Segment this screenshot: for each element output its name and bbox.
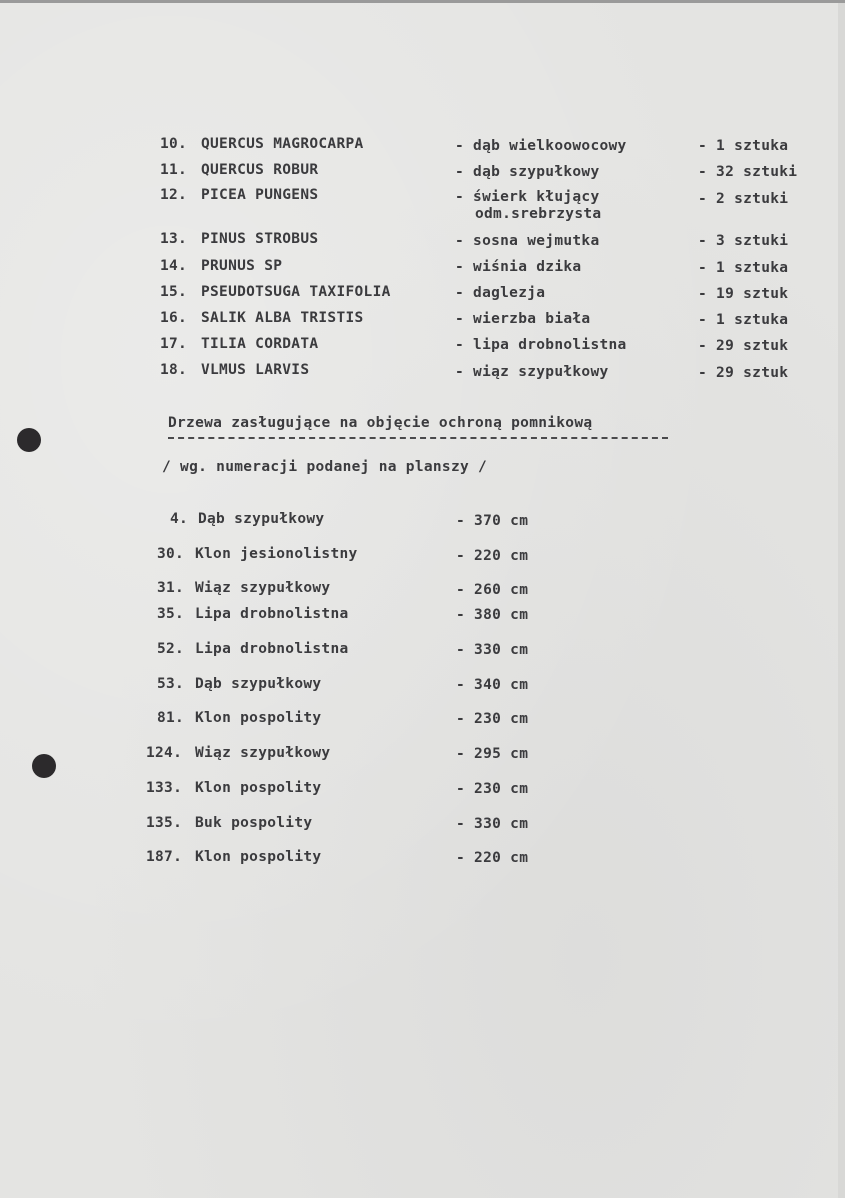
species-polish-line2: odm.srebrzysta <box>475 206 602 222</box>
species-num: 15. <box>160 284 188 300</box>
tree-num: 135. <box>146 815 183 831</box>
tree-name: Buk pospolity <box>195 815 313 831</box>
species-num: 17. <box>160 336 188 352</box>
species-count: - 19 sztuk <box>698 286 789 302</box>
tree-num: 4. <box>170 511 189 527</box>
tree-num: 31. <box>157 580 185 596</box>
species-count: - 32 sztuki <box>698 164 798 180</box>
page-edge <box>838 0 845 1198</box>
tree-size: - 295 cm <box>456 746 529 762</box>
tree-size: - 260 cm <box>456 582 529 598</box>
tree-num: 81. <box>157 710 185 726</box>
species-count: - 3 sztuki <box>698 233 789 249</box>
species-count: - 29 sztuk <box>698 338 789 354</box>
species-count: - 1 sztuka <box>698 312 789 328</box>
tree-name: Klon jesionolistny <box>195 546 358 562</box>
tree-size: - 340 cm <box>456 677 529 693</box>
tree-num: 35. <box>157 606 185 622</box>
species-num: 12. <box>160 187 188 203</box>
species-num: 13. <box>160 231 188 247</box>
section-heading: Drzewa zasługujące na objęcie ochroną pomnikową <box>168 415 593 431</box>
species-num: 16. <box>160 310 188 326</box>
species-polish: - daglezja <box>455 285 546 301</box>
species-latin: PSEUDOTSUGA TAXIFOLIA <box>201 284 391 300</box>
tree-size: - 230 cm <box>456 781 529 797</box>
species-latin: VLMUS LARVIS <box>201 362 310 378</box>
tree-size: - 220 cm <box>456 850 529 866</box>
tree-num: 53. <box>157 676 185 692</box>
tree-size: - 330 cm <box>456 816 529 832</box>
species-count: - 29 sztuk <box>698 365 789 381</box>
species-polish: - świerk kłujący <box>455 189 600 205</box>
tree-name: Klon pospolity <box>195 710 322 726</box>
species-latin: QUERCUS MAGROCARPA <box>201 136 364 152</box>
tree-num: 133. <box>146 780 183 796</box>
tree-size: - 330 cm <box>456 642 529 658</box>
species-polish: - dąb szypułkowy <box>455 164 600 180</box>
section-subheading: / wg. numeracji podanej na planszy / <box>162 459 488 475</box>
species-latin: PINUS STROBUS <box>201 231 319 247</box>
scan-top-edge <box>0 0 845 3</box>
punch-hole-icon <box>32 754 56 778</box>
tree-name: Dąb szypułkowy <box>198 511 325 527</box>
species-latin: TILIA CORDATA <box>201 336 319 352</box>
species-polish: - wierzba biała <box>455 311 591 327</box>
tree-num: 187. <box>146 849 183 865</box>
species-num: 10. <box>160 136 188 152</box>
tree-num: 30. <box>157 546 185 562</box>
species-latin: PICEA PUNGENS <box>201 187 319 203</box>
species-polish: - lipa drobnolistna <box>455 337 627 353</box>
species-polish: - wiąz szypułkowy <box>455 364 609 380</box>
species-polish: - dąb wielkoowocowy <box>455 138 627 154</box>
tree-size: - 380 cm <box>456 607 529 623</box>
species-count: - 1 sztuka <box>698 138 789 154</box>
species-polish: - sosna wejmutka <box>455 233 600 249</box>
tree-num: 124. <box>146 745 183 761</box>
tree-name: Lipa drobnolistna <box>195 641 349 657</box>
species-count: - 1 sztuka <box>698 260 789 276</box>
species-num: 18. <box>160 362 188 378</box>
tree-size: - 370 cm <box>456 513 529 529</box>
tree-num: 52. <box>157 641 185 657</box>
species-num: 11. <box>160 162 188 178</box>
tree-name: Lipa drobnolistna <box>195 606 349 622</box>
tree-name: Wiąz szypułkowy <box>195 745 331 761</box>
tree-size: - 220 cm <box>456 548 529 564</box>
species-latin: SALIK ALBA TRISTIS <box>201 310 364 326</box>
tree-name: Klon pospolity <box>195 780 322 796</box>
punch-hole-icon <box>17 428 41 452</box>
species-latin: PRUNUS SP <box>201 258 283 274</box>
species-num: 14. <box>160 258 188 274</box>
tree-name: Wiąz szypułkowy <box>195 580 331 596</box>
species-polish: - wiśnia dzika <box>455 259 582 275</box>
tree-name: Klon pospolity <box>195 849 322 865</box>
species-latin: QUERCUS ROBUR <box>201 162 319 178</box>
tree-name: Dąb szypułkowy <box>195 676 322 692</box>
heading-underline <box>168 437 668 439</box>
tree-size: - 230 cm <box>456 711 529 727</box>
species-count: - 2 sztuki <box>698 191 789 207</box>
